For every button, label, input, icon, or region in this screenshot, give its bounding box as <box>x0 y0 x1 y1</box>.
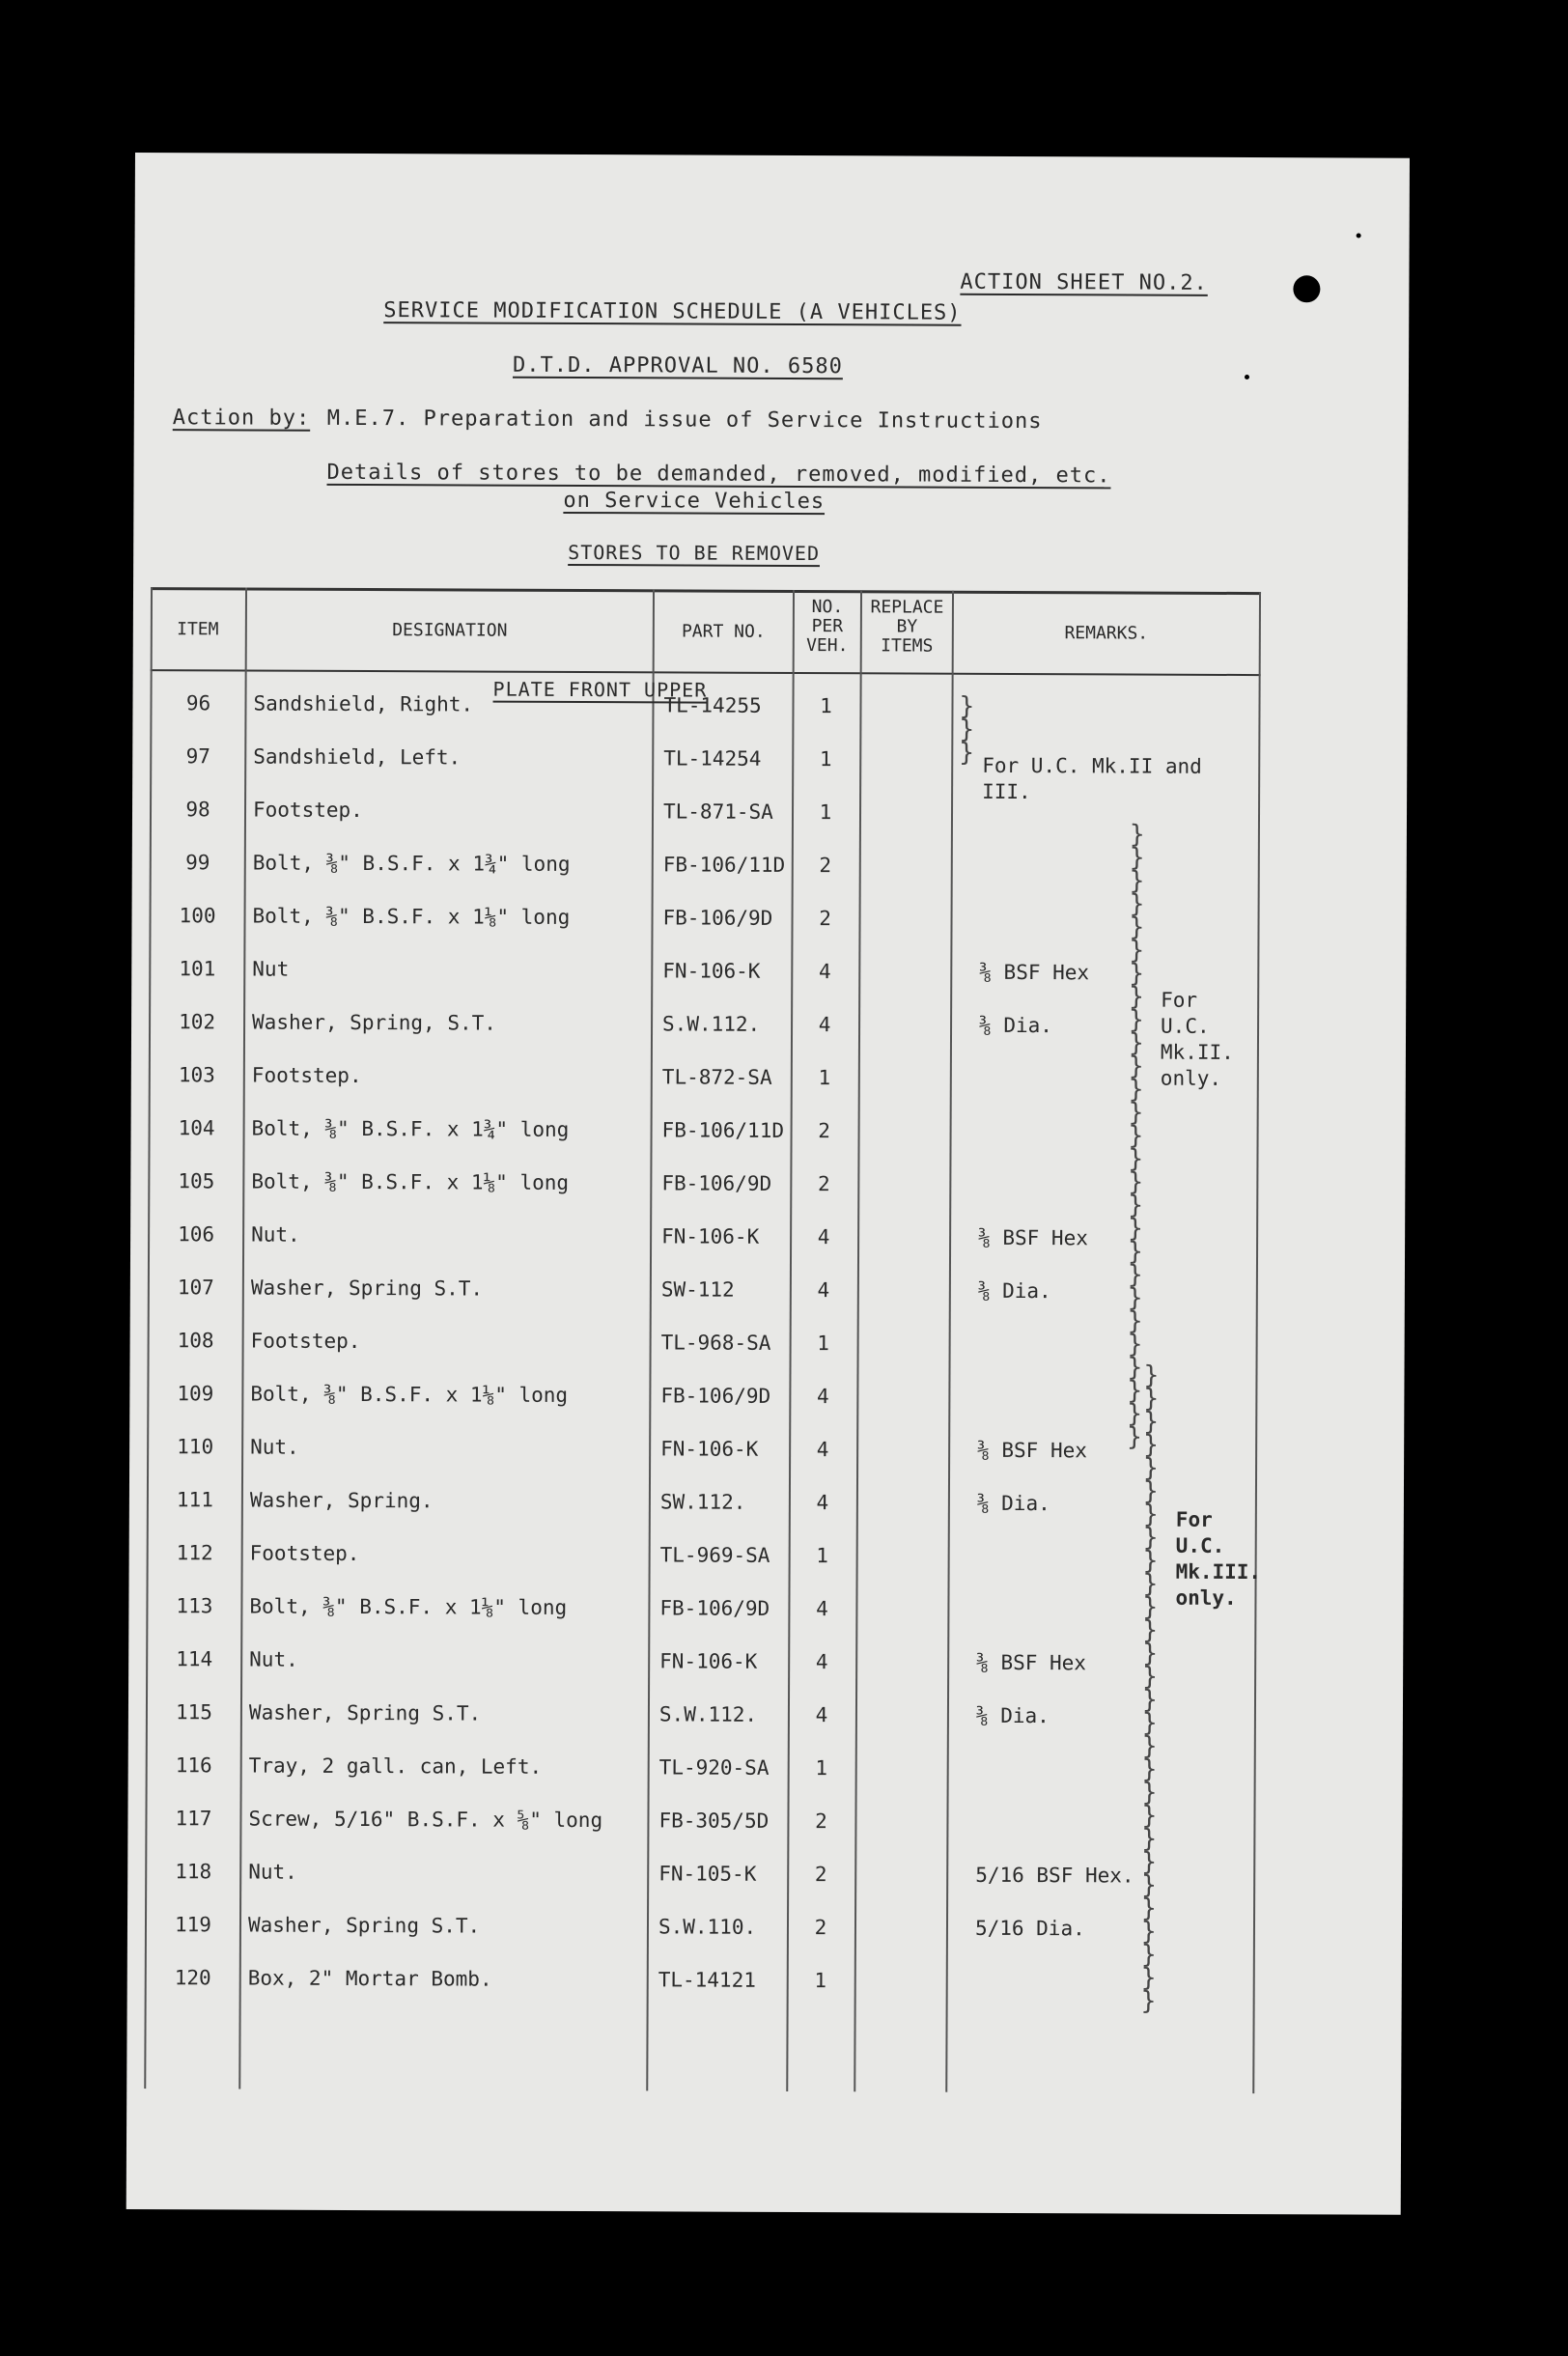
item-cell: 108 <box>177 1329 214 1353</box>
item-cell: 111 <box>176 1488 213 1512</box>
part-number-cell: SW-112 <box>660 1277 735 1302</box>
table-row <box>149 1108 1259 1152</box>
item-cell: 115 <box>175 1700 212 1725</box>
speck-mark <box>1245 375 1249 379</box>
punch-hole-mark <box>1293 275 1320 302</box>
item-cell: 112 <box>176 1541 213 1565</box>
item-cell: 103 <box>178 1063 215 1087</box>
col-header-part: PART NO. <box>681 621 766 642</box>
designation-cell: Washer, Spring S.T. <box>247 1913 481 1938</box>
header-bottom-border <box>151 669 1261 676</box>
item-cell: 110 <box>177 1435 214 1459</box>
designation-cell: Bolt, ⅜" B.S.F. x 1¾" long <box>252 851 571 876</box>
quantity-cell: 4 <box>815 1650 828 1674</box>
designation-cell: Sandshield, Left. <box>253 744 462 770</box>
table-row <box>149 1002 1259 1046</box>
table-row <box>148 1162 1258 1205</box>
group-heading: PLATE FRONT UPPER <box>492 677 708 702</box>
part-number-cell: FB-106/11D <box>662 853 786 877</box>
qty-header-line: NO. <box>811 597 844 618</box>
quantity-cell: 2 <box>818 1119 830 1143</box>
quantity-cell: 2 <box>814 1863 827 1887</box>
item-cell: 101 <box>179 957 216 981</box>
quantity-cell: 2 <box>815 1809 827 1834</box>
quantity-cell: 2 <box>817 1172 830 1196</box>
remark-line: Mk.III. <box>1175 1559 1262 1585</box>
remarks-cell: 5/16 Dia. <box>974 1916 1085 1941</box>
quantity-cell: 2 <box>814 1916 827 1940</box>
designation-cell: Bolt, ⅜" B.S.F. x 1⅛" long <box>249 1594 568 1619</box>
quantity-cell: 4 <box>817 1278 830 1303</box>
table-top-border <box>151 587 1261 595</box>
part-number-cell: FB-106/11D <box>661 1118 785 1142</box>
group-remark-b <box>1161 988 1234 1092</box>
designation-cell: Nut. <box>250 1435 299 1459</box>
replace-header-line: ITEMS <box>881 635 934 657</box>
quantity-cell: 4 <box>817 1225 830 1249</box>
designation-cell: Nut <box>252 957 290 981</box>
part-number-cell: TL-969-SA <box>659 1543 770 1567</box>
designation-cell: Sandshield, Right. <box>253 691 474 716</box>
remarks-cell: ⅜ BSF Hex <box>977 1438 1087 1463</box>
table-row <box>147 1480 1257 1524</box>
remark-line: only. <box>1175 1585 1237 1610</box>
brace-icon: } } } } } } } } } } } } } } } } } } } } } } } } } } } <box>1127 820 1145 1452</box>
group-remark-c <box>1175 1507 1261 1612</box>
item-cell: 99 <box>185 851 210 875</box>
table-row <box>147 1374 1257 1417</box>
remarks-cell: ⅜ Dia. <box>977 1278 1051 1304</box>
item-cell: 102 <box>179 1010 216 1034</box>
quantity-cell: 1 <box>819 800 832 825</box>
item-cell: 96 <box>185 691 211 715</box>
table-row <box>149 1055 1259 1099</box>
action-by-text: M.E.7. Preparation and issue of Service Instructions <box>326 406 1043 435</box>
part-number-cell: TL-14121 <box>658 1968 756 1992</box>
remark-line: Mk.II. <box>1160 1040 1234 1064</box>
action-by-label: Action by: <box>172 406 311 431</box>
details-line-2: on Service Vehicles <box>563 488 826 515</box>
quantity-cell: 4 <box>817 1385 829 1409</box>
quantity-cell: 1 <box>820 694 832 718</box>
quantity-cell: 4 <box>815 1703 828 1727</box>
item-cell: 105 <box>178 1169 215 1193</box>
remarks-cell: 5/16 BSF Hex. <box>975 1863 1134 1888</box>
col-header-replace <box>862 598 952 656</box>
quantity-cell: 4 <box>816 1597 828 1621</box>
item-cell: 109 <box>177 1382 214 1406</box>
part-number-cell: TL-872-SA <box>661 1065 772 1089</box>
remark-line: For <box>1161 988 1198 1012</box>
qty-header-line: PER <box>811 616 844 637</box>
quantity-cell: 2 <box>819 854 832 878</box>
table-row <box>150 684 1260 727</box>
table-row <box>146 1693 1256 1736</box>
part-number-cell: SW.112. <box>659 1490 746 1514</box>
designation-cell: Footstep. <box>250 1329 361 1354</box>
replace-header-line: BY <box>896 616 918 637</box>
document-sheet <box>126 153 1410 2215</box>
quantity-cell: 4 <box>816 1491 829 1515</box>
replace-header-line: REPLACE <box>870 597 944 618</box>
item-cell: 118 <box>175 1860 212 1884</box>
item-cell: 106 <box>178 1222 215 1247</box>
table-row <box>148 1268 1258 1311</box>
designation-cell: Bolt, ⅜" B.S.F. x 1¾" long <box>251 1116 570 1141</box>
quantity-cell: 4 <box>818 1013 831 1037</box>
group-remark-a <box>982 753 1202 806</box>
part-number-cell: FN-106-K <box>659 1649 758 1673</box>
quantity-cell: 1 <box>819 747 832 771</box>
quantity-cell: 1 <box>815 1756 828 1781</box>
remarks-cell: ⅜ Dia. <box>975 1703 1050 1728</box>
designation-cell: Washer, Spring, S.T. <box>252 1010 496 1035</box>
remark-line: III. <box>982 779 1031 804</box>
part-number-cell: FN-106-K <box>662 959 761 983</box>
part-number-cell: S.W.110. <box>658 1915 757 1939</box>
col-header-designation: DESIGNATION <box>392 620 508 641</box>
item-cell: 100 <box>179 904 216 928</box>
designation-cell: Nut. <box>249 1647 298 1671</box>
remark-line: For U.C. Mk.II and <box>982 753 1202 778</box>
stores-table <box>144 587 1261 2093</box>
part-number-cell: FB-106/9D <box>661 1171 772 1195</box>
qty-header-line: VEH. <box>806 635 849 657</box>
table-row <box>147 1427 1257 1471</box>
section-heading: STORES TO BE REMOVED <box>568 540 821 566</box>
part-number-cell: TL-920-SA <box>658 1755 770 1780</box>
item-cell: 113 <box>176 1594 213 1618</box>
table-row <box>148 1215 1258 1258</box>
part-number-cell: FN-105-K <box>658 1862 757 1886</box>
item-cell: 117 <box>175 1807 212 1831</box>
table-row <box>146 1586 1256 1630</box>
designation-cell: Footstep. <box>252 798 363 823</box>
remark-line: U.C. <box>1175 1533 1225 1557</box>
remark-line: U.C. <box>1161 1014 1210 1038</box>
item-cell: 97 <box>185 744 210 769</box>
table-row <box>148 1321 1258 1364</box>
remark-line: only. <box>1160 1066 1222 1090</box>
designation-cell: Bolt, ⅜" B.S.F. x 1⅛" long <box>250 1382 569 1407</box>
table-row <box>145 1852 1255 1895</box>
designation-cell: Nut. <box>248 1860 297 1884</box>
remarks-cell: ⅜ BSF Hex <box>979 960 1090 985</box>
designation-cell: Screw, 5/16" B.S.F. x ⅝" long <box>248 1807 603 1833</box>
schedule-title: SERVICE MODIFICATION SCHEDULE (A VEHICLES) <box>383 298 962 325</box>
part-number-cell: TL-968-SA <box>660 1331 771 1355</box>
designation-cell: Footstep. <box>251 1063 362 1088</box>
table-row <box>147 1533 1257 1577</box>
quantity-cell: 1 <box>818 1066 831 1090</box>
remark-line: For <box>1175 1507 1213 1531</box>
designation-cell: Tray, 2 gall. can, Left. <box>248 1753 543 1779</box>
table-row <box>149 949 1259 993</box>
remarks-cell: ⅜ BSF Hex <box>976 1650 1087 1675</box>
table-row <box>146 1746 1256 1789</box>
col-header-qty <box>795 598 860 656</box>
table-row <box>145 1799 1255 1842</box>
action-sheet-number: ACTION SHEET NO.2. <box>960 269 1208 295</box>
designation-cell: Washer, Spring S.T. <box>250 1276 484 1301</box>
col-header-remarks: REMARKS. <box>1064 623 1149 644</box>
quantity-cell: 4 <box>816 1438 829 1462</box>
brace-icon: } } } } } } } } } } } } } } } } } } } } } } } } } } } } <box>1140 1360 1160 2016</box>
item-cell: 114 <box>176 1647 213 1671</box>
item-cell: 120 <box>174 1966 211 1990</box>
designation-cell: Washer, Spring S.T. <box>248 1700 482 1725</box>
part-number-cell: TL-14255 <box>663 693 762 717</box>
part-number-cell: FB-106/9D <box>660 1384 771 1408</box>
part-number-cell: FN-106-K <box>660 1437 759 1461</box>
table-row <box>149 896 1259 940</box>
quantity-cell: 2 <box>819 907 831 931</box>
quantity-cell: 1 <box>814 1969 827 1993</box>
designation-cell: Washer, Spring. <box>249 1488 434 1513</box>
table-row <box>150 843 1260 886</box>
table-row <box>146 1640 1256 1683</box>
part-number-cell: FN-106-K <box>661 1224 760 1248</box>
part-number-cell: TL-14254 <box>663 746 762 771</box>
part-number-cell: FB-106/9D <box>662 906 773 930</box>
item-cell: 119 <box>174 1913 212 1937</box>
part-number-cell: S.W.112. <box>658 1702 758 1726</box>
designation-cell: Bolt, ⅜" B.S.F. x 1⅛" long <box>252 904 571 929</box>
table-row <box>145 1905 1255 1949</box>
item-cell: 98 <box>185 798 210 822</box>
part-number-cell: TL-871-SA <box>662 799 773 824</box>
remarks-cell: ⅜ Dia. <box>979 1013 1052 1038</box>
quantity-cell: 1 <box>817 1332 830 1356</box>
brace-icon: } } } <box>959 691 975 768</box>
designation-cell: Box, 2" Mortar Bomb. <box>247 1966 492 1991</box>
part-number-cell: S.W.112. <box>662 1012 761 1036</box>
quantity-cell: 4 <box>818 960 831 984</box>
table-row <box>145 1958 1255 2002</box>
item-cell: 116 <box>175 1753 212 1778</box>
quantity-cell: 1 <box>816 1544 829 1568</box>
designation-cell: Nut. <box>251 1222 300 1247</box>
remarks-cell: ⅜ BSF Hex <box>978 1225 1088 1250</box>
remarks-cell: ⅜ Dia. <box>976 1491 1050 1516</box>
part-number-cell: FB-305/5D <box>658 1809 770 1833</box>
part-number-cell: FB-106/9D <box>659 1596 770 1620</box>
item-cell: 107 <box>177 1276 214 1300</box>
item-cell: 104 <box>178 1116 215 1140</box>
approval-number: D.T.D. APPROVAL NO. 6580 <box>512 352 843 379</box>
col-header-item: ITEM <box>177 619 219 640</box>
speck-mark <box>1357 234 1361 238</box>
details-line-1: Details of stores to be demanded, removed, modified, etc. <box>326 460 1111 489</box>
designation-cell: Bolt, ⅜" B.S.F. x 1⅛" long <box>251 1169 570 1194</box>
designation-cell: Footstep. <box>249 1541 360 1566</box>
